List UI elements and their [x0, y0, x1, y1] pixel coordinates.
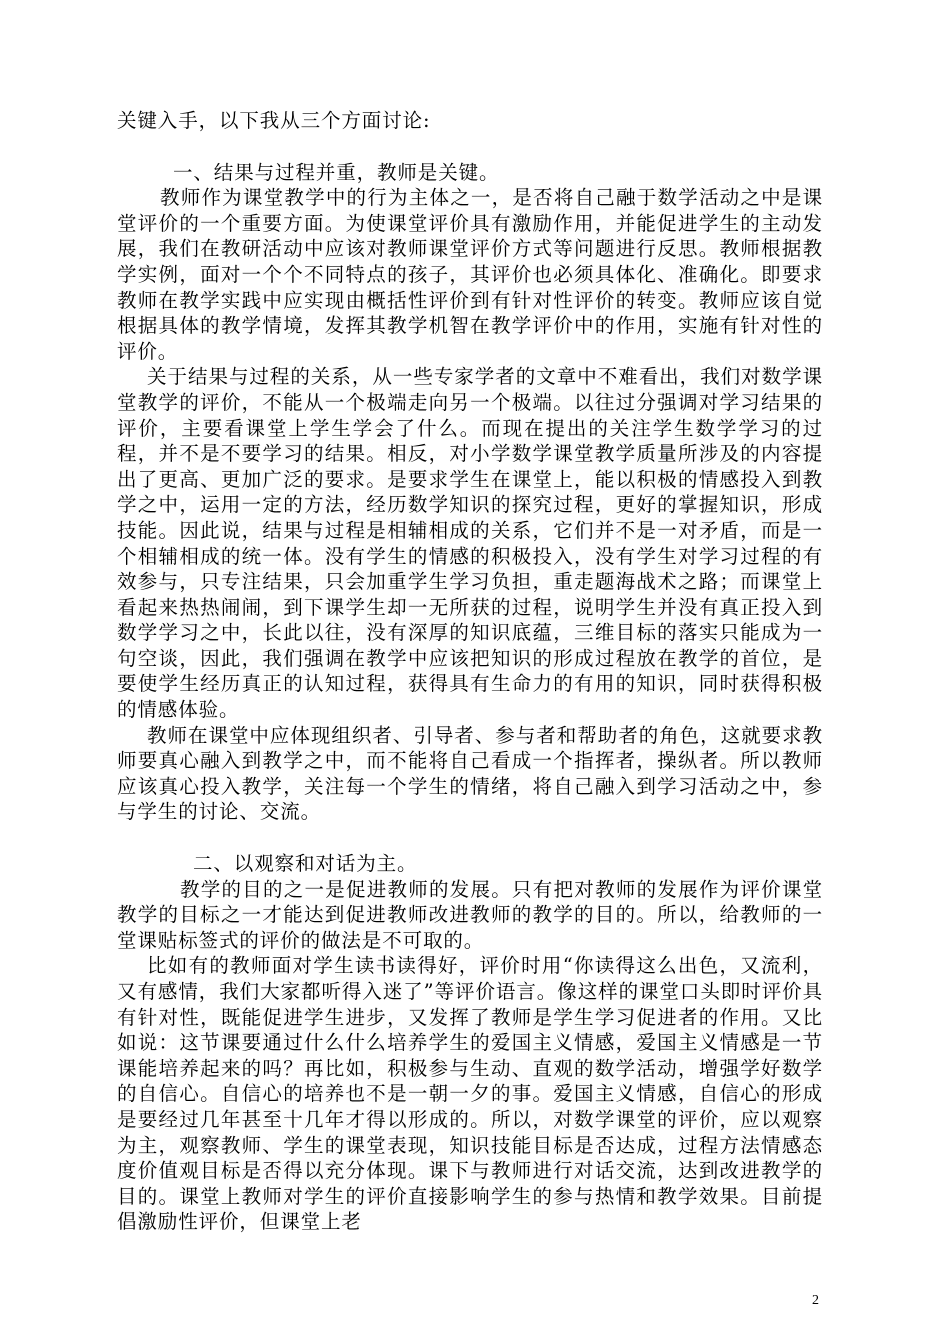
paragraph-teacher-role: 教师作为课堂教学中的行为主体之一，是否将自己融于数学活动之中是课堂评价的一个重要方面。为使课堂评价具有激励作用，并能促进学生的主动发展，我们在教研活动中应该对教师课堂评价方式等问题进行反思。教师根据教学实例，面对一个个不同特点的孩子，其评价也必须具体化、准确化。即要求教师在教学实践中应实现由概括性评价到有针对性评价的转变。教师应该自觉根据具体的教学情境，发挥其教学机智在教学评价中的作用，实施有针对性的评价。 — [117, 186, 823, 363]
section-heading-2: 二、以观察和对话为主。 — [193, 852, 418, 876]
document-page — [117, 108, 823, 1235]
paragraph-intro: 关键入手，以下我从三个方面讨论: — [117, 109, 431, 132]
paragraph-result-process: 关于结果与过程的关系，从一些专家学者的文章中不难看出，我们对数学课堂教学的评价，不能从一个极端走向另一个极端。以往过分强调对学习结果的评价，主要看课堂上学生学会了什么。而现在提出的关注学生数学学习的过程，并不是不要学习的结果。相反，对小学数学课堂教学质量所涉及的内容提出了更高、更加广泛的要求。是要求学生在课堂上，能以积极的情感投入到教学之中，运用一定的方法，经历数学知识的探究过程，更好的掌握知识，形成技能。因此说，结果与过程是相辅相成的关系，它们并不是一对矛盾，而是一个相辅相成的统一体。没有学生的情感的积极投入，没有学生对学习过程的有效参与，只专注结果，只会加重学生学习负担，重走题海战术之路；而课堂上看起来热热闹闹，到下课学生却一无所获的过程，说明学生并没有真正投入到数学学习之中，长此以往，没有深厚的知识底蕴，三维目标的落实只能成为一句空谈，因此，我们强调在教学中应该把知识的形成过程放在教学的首位，是要使学生经历真正的认知过程，获得具有生命力的有用的知识，同时获得积极的情感体验。 — [117, 365, 823, 722]
paragraph-examples: 比如有的教师面对学生读书读得好，评价时用“你读得这么出色，又流利，又有感情，我们大家都听得入迷了”等评价语言。像这样的课堂口头即时评价具有针对性，既能促进学生进步，又发挥了教师是学生学习促进者的作用。又比如说：这节课要通过什么什么培养学生的爱国主义情感，爱国主义情感是一节课能培养起来的吗？再比如，积极参与生动、直观的数学活动，增强学好数学的自信心。自信心的培养也不是一朝一夕的事。爱国主义情感，自信心的形成是要经过几年甚至十几年才得以形成的。所以，对数学课堂的评价，应以观察为主，观察教师、学生的课堂表现，知识技能目标是否达成，过程方法情感态度价值观目标是否得以充分体现。课下与教师进行对话交流，达到改进教学的目的。课堂上教师对学生的评价直接影响学生的参与热情和教学效果。目前提倡激励性评价，但课堂上老 — [117, 954, 823, 1234]
paragraph-teaching-purpose: 教学的目的之一是促进教师的发展。只有把对教师的发展作为评价课堂教学的目标之一才能达到促进教师改进教师的教学的目的。所以，给教师的一堂课贴标签式的评价的做法是不可取的。 — [117, 877, 823, 952]
section-heading-1: 一、结果与过程并重，教师是关键。 — [173, 160, 500, 184]
paragraph-teacher-participation: 教师在课堂中应体现组织者、引导者、参与者和帮助者的角色，这就要求教师要真心融入到教学之中，而不能将自己看成一个指挥者，操纵者。所以教师应该真心投入教学，关注每一个学生的情绪，将自己融入到学习活动之中，参与学生的讨论、交流。 — [117, 723, 823, 824]
page-number: 2 — [812, 1293, 819, 1308]
